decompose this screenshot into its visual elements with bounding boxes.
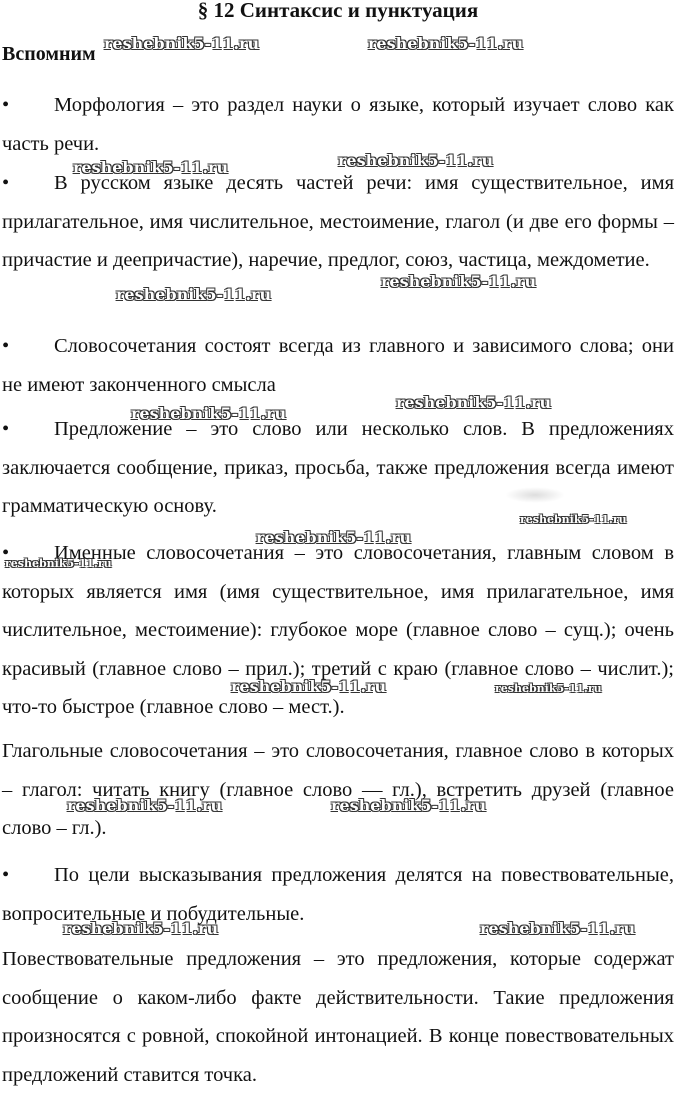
watermark: reshebnik5-11.ru bbox=[520, 513, 627, 526]
paragraph-nominal-phrases: • Именные словосочетания – это словосочетания, главным словом в которых является имя (имя существительное, имя прилагательное, имя числительное, местоимение): глубокое море (главное слово – сущ.); очень красивый (главное слово – прил.); третий с краю (главное слово – числит.); что-то быстрое (главное слово – мест.). bbox=[2, 534, 674, 727]
watermark: reshebnik5-11.ru bbox=[63, 919, 219, 938]
bullet-symbol: • bbox=[2, 418, 10, 440]
watermark: reshebnik5-11.ru bbox=[495, 682, 602, 695]
paragraph-phrases: • Словосочетания состоят всегда из главного и зависимого слова; они не имеют законченного смысла bbox=[2, 327, 674, 404]
paragraph-morphology: • Морфология – это раздел науки о языке, который изучает слово как часть речи. bbox=[2, 86, 674, 163]
page-title: § 12 Синтаксис и пунктуация bbox=[197, 0, 479, 22]
watermark: reshebnik5-11.ru bbox=[396, 393, 552, 412]
watermark: reshebnik5-11.ru bbox=[331, 796, 487, 815]
watermark: reshebnik5-11.ru bbox=[73, 158, 229, 177]
watermark: reshebnik5-11.ru bbox=[368, 34, 524, 53]
section-heading: Вспомним bbox=[2, 43, 96, 65]
watermark: reshebnik5-11.ru bbox=[131, 404, 287, 423]
paragraph-verbal-phrases: Глагольные словосочетания – это словосочетания, главное слово в которых – глагол: читать книгу (главное слово — гл.), встретить друзей (главное слово – гл.). bbox=[2, 740, 674, 839]
watermark: reshebnik5-11.ru bbox=[116, 285, 272, 304]
paragraph-sentence-purpose: • По цели высказывания предложения делятся на повествовательные, вопросительные и побудительные. bbox=[2, 856, 674, 933]
bullet-symbol: • bbox=[2, 94, 10, 116]
watermark: reshebnik5-11.ru bbox=[381, 272, 537, 291]
watermark: reshebnik5-11.ru bbox=[256, 528, 412, 547]
watermark: reshebnik5-11.ru bbox=[480, 919, 636, 938]
bullet-symbol: • bbox=[2, 542, 10, 564]
paragraph-sentence: • Предложение – это слово или несколько слов. В предложениях заключается сообщение, приказ, просьба, также предложения всегда имеют грамматическую основу. bbox=[2, 410, 674, 526]
paragraph-declarative: Повествовательные предложения – это предложения, которые содержат сообщение о каком-либо факте действительности. Такие предложения произносятся с ровной, спокойной интонацией. В конце повествовательных предложений ставится точка. bbox=[2, 948, 674, 1086]
bullet-symbol: • bbox=[2, 864, 10, 886]
scan-smudge bbox=[505, 487, 565, 503]
bullet-symbol: • bbox=[2, 172, 10, 194]
watermark: reshebnik5-11.ru bbox=[5, 557, 112, 570]
paragraph-parts-of-speech: • В русском языке десять частей речи: имя существительное, имя прилагательное, имя числительное, местоимение, глагол (и две его формы – причастие и деепричастие), наречие, предлог, союз, частица, междометие. bbox=[2, 164, 674, 280]
watermark: reshebnik5-11.ru bbox=[67, 796, 223, 815]
watermark: reshebnik5-11.ru bbox=[231, 677, 387, 696]
bullet-symbol: • bbox=[2, 335, 10, 357]
watermark: reshebnik5-11.ru bbox=[104, 34, 260, 53]
watermark: reshebnik5-11.ru bbox=[338, 151, 494, 170]
